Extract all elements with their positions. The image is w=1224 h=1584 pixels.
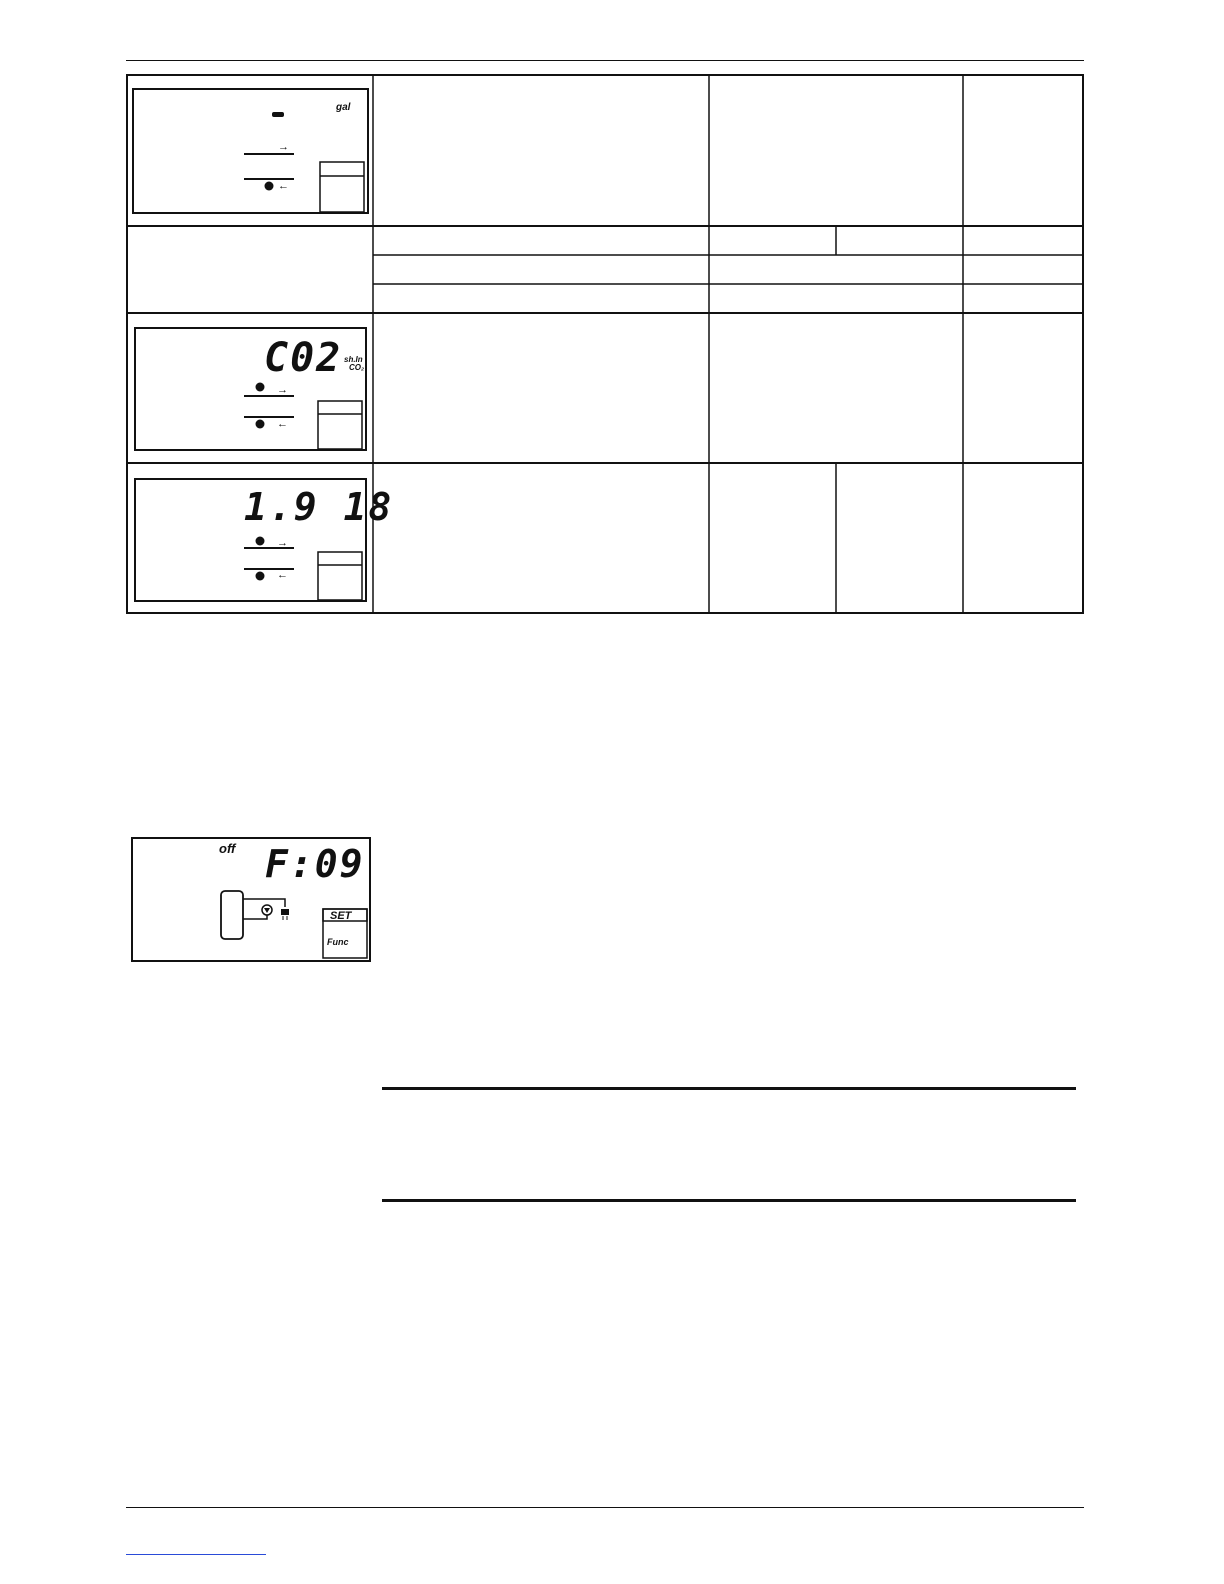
unit-top-label: sh.In [344,355,363,364]
footer-rule [126,1507,1084,1508]
lcd-display-co2 [134,327,367,451]
menu-box [318,401,362,449]
func-label: Func [327,937,349,947]
menu-box [318,552,362,600]
arrow-left-icon: ← [277,418,288,430]
arrow-right-icon: → [278,141,289,153]
dot-indicator-top [256,537,265,546]
arrow-left-icon: ← [277,569,288,581]
set-label: SET [330,910,352,922]
unit-label: gal [336,102,351,113]
unit-bottom-label: CO₂ [349,363,365,372]
minus-segment [272,112,284,117]
lcd-display-function [131,837,371,962]
dot-indicator-bottom [256,572,265,581]
code-readout: C02 [264,335,343,381]
arrow-right-icon: → [277,384,288,396]
lcd-display-value [134,478,394,602]
note-bottom-rule [382,1199,1076,1202]
footer-link-underline[interactable] [126,1554,266,1555]
menu-box [320,162,364,212]
arrow-left-icon: ← [278,180,289,192]
dot-indicator-bottom [256,420,265,429]
dot-indicator-top [256,383,265,392]
function-code-readout: F:09 [265,842,365,886]
note-top-rule [382,1087,1076,1090]
arrow-right-icon: → [277,537,288,549]
tank-pump-icon [221,891,289,939]
value-readout: 1.9 18 [244,485,394,529]
lcd-display-gal [132,88,369,214]
state-label: off [219,841,236,856]
dot-indicator [265,182,274,191]
